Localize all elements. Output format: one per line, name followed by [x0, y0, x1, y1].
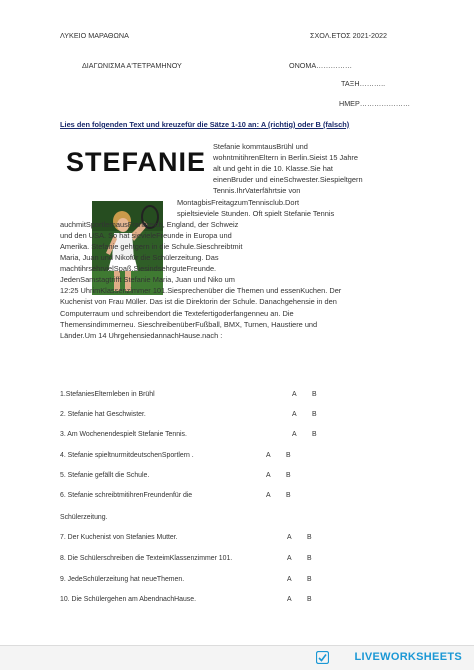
text-line: MontagbisFreitagzumTennisclub.Dort: [177, 197, 299, 207]
option-a[interactable]: A: [287, 596, 292, 603]
option-a[interactable]: A: [266, 452, 271, 459]
date-field[interactable]: ΗΜΕΡ…………………: [339, 99, 411, 108]
name-field[interactable]: ΟΝΟΜΑ……………: [289, 61, 353, 70]
option-b[interactable]: B: [286, 452, 291, 459]
option-b[interactable]: B: [312, 391, 317, 398]
question-text: 10. Die Schülergehen am AbendnachHause.: [60, 596, 196, 603]
text-line: Kuchenist von Frau Müller. Das ist die Direktorin der Schule. Danachgehensie in den: [60, 297, 337, 307]
text-line: Maria, Juan und Nikofür die Schülerzeitung. Das: [60, 253, 219, 262]
question-text: 3. Am Wochenendespielt Stefanie Tennis.: [60, 431, 187, 438]
option-b[interactable]: B: [286, 492, 291, 499]
footer-bar: [0, 645, 474, 670]
option-a[interactable]: A: [292, 431, 297, 438]
instruction: Lies den folgenden Text und kreuzefür die Sätze 1-10 an: A (richtig) oder B (falsch): [60, 120, 350, 129]
option-b[interactable]: B: [307, 534, 312, 541]
question-text: 7. Der Kuchenist von Stefanies Mutter.: [60, 534, 178, 541]
option-a[interactable]: A: [287, 534, 292, 541]
option-a[interactable]: A: [266, 492, 271, 499]
text-line: einenBruder und eineSchwester.Siespieltgern: [213, 175, 363, 185]
question-text: 5. Stefanie gefällt die Schule.: [60, 472, 150, 479]
text-line: Stefanie kommtausBrühl und: [213, 142, 308, 151]
text-line: Länder.Um 14 UhrgehensiedannachHause.nach :: [60, 330, 223, 340]
text-line: JedenSamstagtrifft Stefanie Maria, Juan und Niko um: [60, 275, 235, 285]
question-text: 2. Stefanie hat Geschwister.: [60, 411, 146, 418]
text-line: spieltsieviele Stunden. Oft spielt Stefanie Tennis: [177, 208, 335, 218]
option-a[interactable]: A: [287, 576, 292, 583]
option-a[interactable]: A: [292, 391, 297, 398]
question-text: Schülerzeitung.: [60, 514, 108, 521]
option-b[interactable]: B: [307, 596, 312, 603]
text-line: und den USA. So hat sievieleFreunde in Europa und: [60, 230, 232, 240]
text-line: Tennis.IhrVaterfährtsie von: [213, 186, 301, 196]
text-line: wohntmitihrenEltern in Berlin.Sieist 15 Jahre: [213, 153, 359, 163]
option-b[interactable]: B: [312, 431, 317, 438]
option-a[interactable]: A: [266, 472, 271, 479]
class-field[interactable]: ΤΑΞΗ………..: [341, 79, 386, 88]
text-line: Amerika. Stefanie gehtgern in die Schule.Sieschreibtmit: [60, 241, 243, 251]
liveworksheets-logo-icon: [316, 651, 329, 664]
option-b[interactable]: B: [307, 576, 312, 583]
text-line: Computerraum und schreibendort die Textefertigoderfangenneu an. Die: [60, 308, 294, 318]
question-text: 9. JedeSchülerzeitung hat neueThemen.: [60, 576, 185, 583]
text-line: 12:25 UhrimKlassenzimmer 101.Siesprechenüber die Themen und essenKuchen. Der: [60, 286, 342, 296]
option-a[interactable]: A: [287, 555, 292, 562]
question-text: 6. Stefanie schreibtmitihrenFreundenfür die: [60, 492, 193, 499]
question-text: 1.StefaniesElternleben in Brühl: [60, 391, 155, 398]
liveworksheets-brand[interactable]: LIVEWORKSHEETS: [354, 651, 462, 663]
school-year: ΣΧΟΛ.ΕΤΟΣ 2021-2022: [310, 31, 387, 40]
option-b[interactable]: B: [312, 411, 317, 418]
text-line: auchmitSportlernausFrankreich, England, der Schweiz: [60, 219, 239, 229]
question-text: 4. Stefanie spieltnurmitdeutschenSportlern .: [60, 452, 194, 459]
option-b[interactable]: B: [286, 472, 291, 479]
test-title: ΔΙΑΓΩΝΙΣΜΑ Α'ΤΕΤΡΑΜΗΝΟΥ: [82, 61, 182, 70]
text-line: alt und geht in die 10. Klasse.Sie hat: [213, 164, 333, 174]
school-name: ΛΥΚΕΙΟ ΜΑΡΑΘΩΝΑ: [60, 31, 129, 40]
text-line: machtihrsehrvielSpaß.SiesindsehrguteFreunde.: [60, 264, 217, 274]
question-text: 8. Die Schülerschreiben die TexteimKlassenzimmer 101.: [60, 555, 233, 562]
option-a[interactable]: A: [292, 411, 297, 418]
option-b[interactable]: B: [307, 555, 312, 562]
text-line: Themensindimmerneu. SieschreibenüberFußball, BMX, Turnen, Haustiere und: [60, 319, 318, 329]
page-title: STEFANIE: [66, 147, 207, 177]
